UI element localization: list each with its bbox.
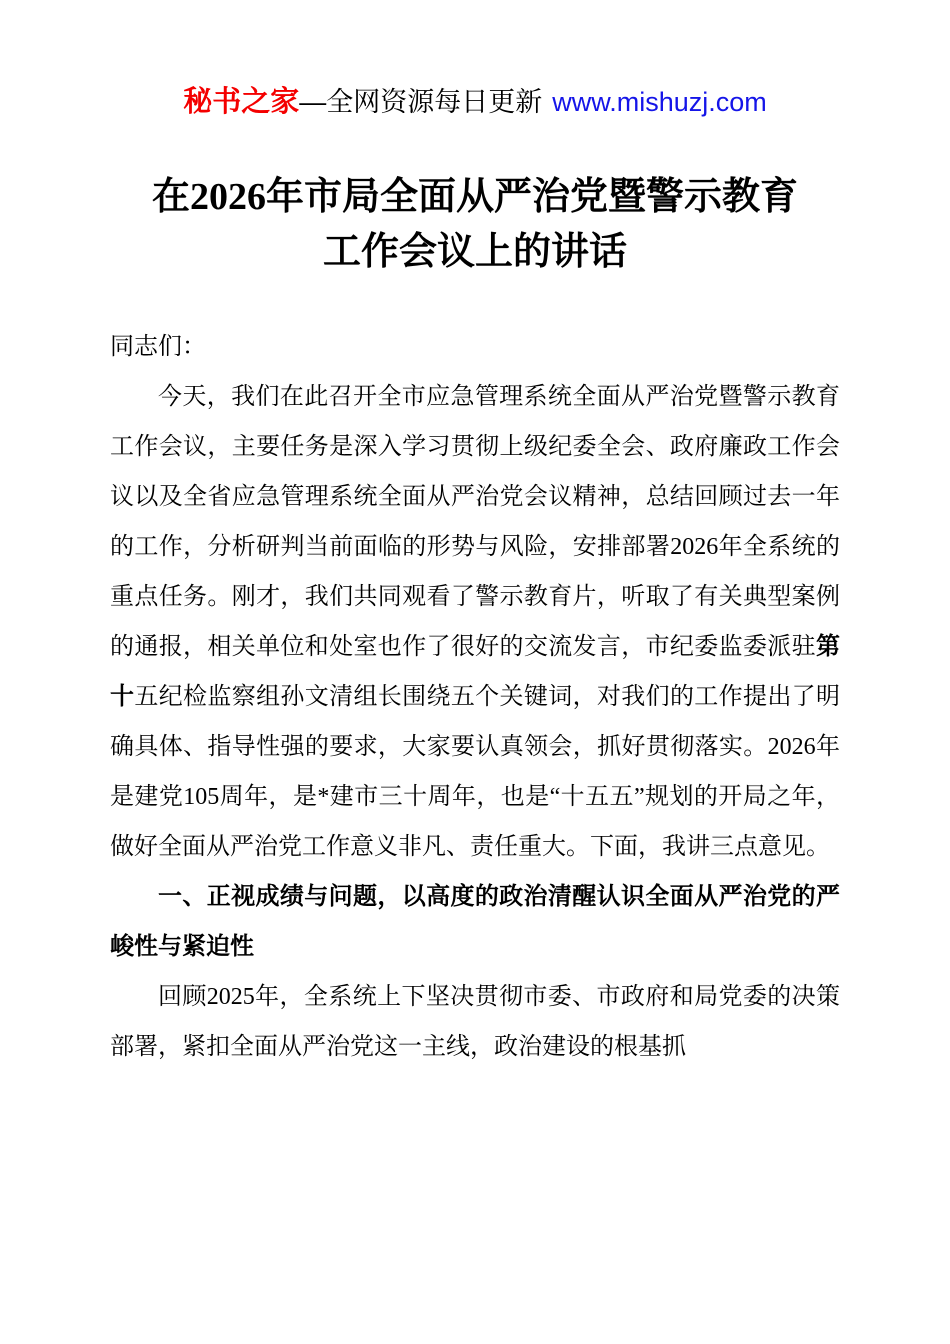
paragraph [110, 322, 840, 372]
banner-dash: — [299, 87, 327, 117]
document-title-line-1: 在2026年市局全面从严治党暨警示教育 [151, 176, 798, 218]
text-run: 今天，我们在此召开全市应急管理系统全面从严治党暨警示教育工作会议，主要任务是深入学习贯彻上级纪委全会、政府廉政工作会议以及全省应急管理系统全面从严治党会议精神，总结回顾过去一年的工作，分析研判当前面临的形势与风险，安排部署2026年全系统的重点任务。刚才，我们共同观看了警示教育片，听取了有关典型案例的通报，相关单位和处室也作了很好的交流发言，市纪委监委派驻 [110, 384, 840, 660]
text-run: 五纪检监察组孙文清组长围绕五个关键词，对我们的工作提出了明确具体、指导性强的要求，大家要认真领会，抓好贯彻落实。2026年是建党105周年，是*建市三十周年，也是“十五五”规划的开局之年，做好全面从严治党工作意义非凡、责任重大。下面，我讲三点意见。 [110, 684, 841, 860]
document-title-line-2: 工作会议上的讲话 [322, 231, 627, 273]
bold-text-run: 第十 [110, 634, 840, 710]
text-run: 同志们： [110, 334, 206, 360]
site-url-link[interactable]: www.mishuzj.com [552, 87, 767, 117]
paragraph [110, 972, 840, 1072]
bold-text-run: 一、正视成绩与问题，以高度的政治清醒认识全面从严治党的严峻性与紧迫性 [110, 883, 840, 960]
paragraph [110, 372, 840, 872]
document-title [0, 170, 950, 280]
site-brand: 秘书之家 [183, 86, 300, 118]
section-heading [110, 872, 840, 972]
site-tagline: 全网资源每日更新 [326, 87, 543, 117]
text-run: 回顾2025年，全系统上下坚决贯彻市委、市政府和局党委的决策部署，紧扣全面从严治党这一主线，政治建设的根基抓 [110, 984, 840, 1060]
document-body [110, 322, 840, 1072]
site-banner [0, 0, 950, 120]
